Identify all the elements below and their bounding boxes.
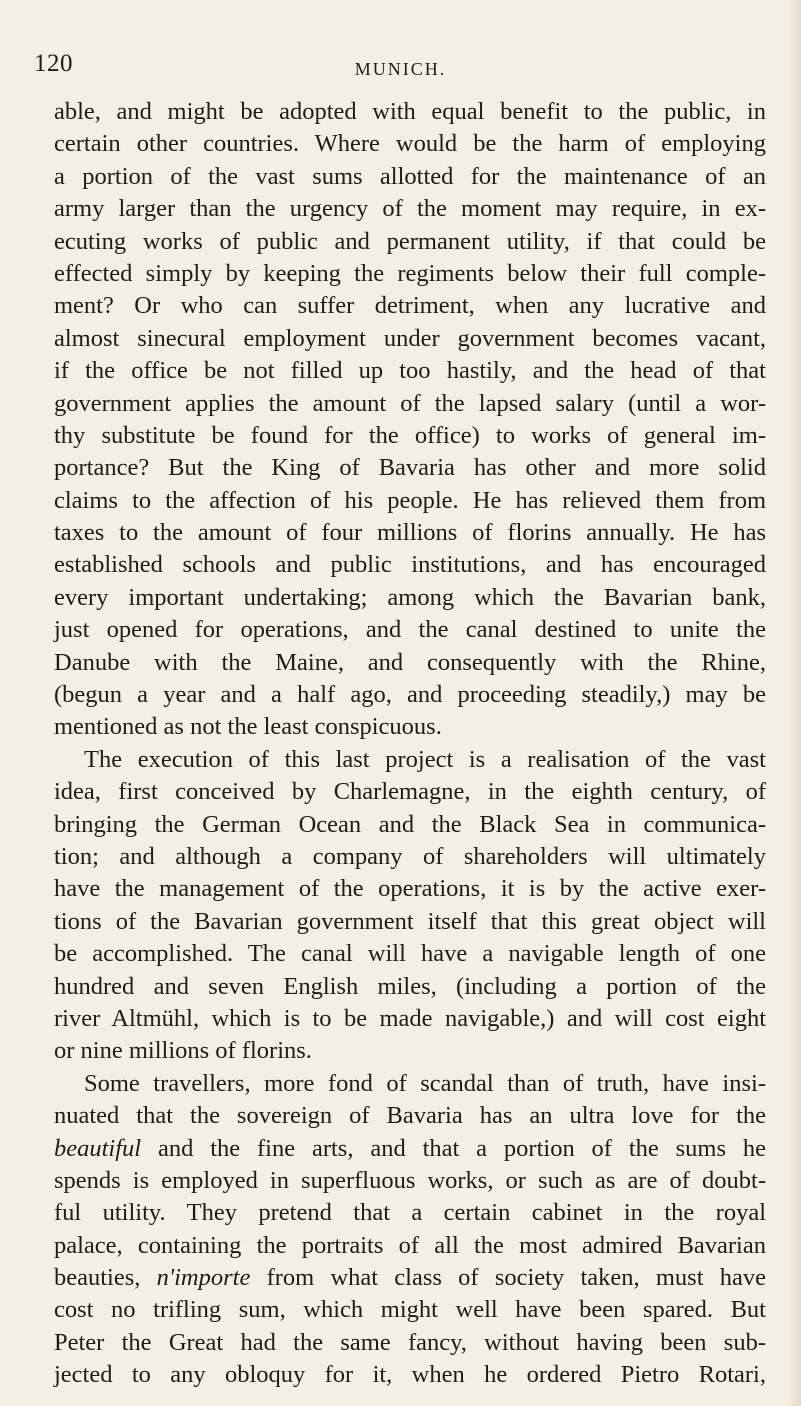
text-line: be accomplished. The canal will have a navigable length of one xyxy=(54,940,766,968)
text-line: cost no trifling sum, which might well have been spared. But xyxy=(54,1296,766,1324)
page-edge-shadow xyxy=(787,0,801,1406)
text-line: tions of the Bavarian government itself that this great object will xyxy=(54,907,766,935)
text-line: Danube with the Maine, and consequently with the Rhine, xyxy=(54,648,766,676)
text-line: Peter the Great had the same fancy, without having been sub- xyxy=(54,1328,766,1356)
text-line: government applies the amount of the lapsed salary (until a wor- xyxy=(54,389,766,417)
text-line: every important undertaking; among which the Bavarian bank, xyxy=(54,583,766,611)
text-line: jected to any obloquy for it, when he ordered Pietro Rotari, xyxy=(54,1361,766,1389)
body-text xyxy=(54,96,766,1392)
text-line: thy substitute be found for the office) to works of general im- xyxy=(54,421,766,449)
text-line: certain other countries. Where would be the harm of employing xyxy=(54,130,766,158)
running-head: MUNICH. xyxy=(354,59,447,79)
text-line: have the management of the operations, it is by the active exer- xyxy=(54,875,766,903)
text-line: established schools and public institutions, and has encouraged xyxy=(54,551,766,579)
text-line: or nine millions of florins. xyxy=(54,1037,312,1065)
text-line: almost sinecural employment under government becomes vacant, xyxy=(54,324,766,352)
italic-word: n'importe xyxy=(156,1264,251,1292)
text-line: mentioned as not the least conspicuous. xyxy=(54,713,442,741)
text-line: a portion of the vast sums allotted for the maintenance of an xyxy=(54,162,766,190)
text-line: nuated that the sovereign of Bavaria has an ultra love for the xyxy=(54,1102,766,1130)
page-number: 120 xyxy=(34,50,73,77)
paragraph xyxy=(54,96,766,744)
text-line: effected simply by keeping the regiments below their full comple- xyxy=(54,259,766,287)
text-line: hundred and seven English miles, (including a portion of the xyxy=(54,972,766,1000)
text-line: taxes to the amount of four millions of florins annually. He has xyxy=(54,519,766,547)
text-line: tion; and although a company of shareholders will ultimately xyxy=(54,842,766,870)
text-line: able, and might be adopted with equal benefit to the public, in xyxy=(54,98,766,125)
text-line: ecuting works of public and permanent utility, if that could be xyxy=(54,227,766,255)
paragraph xyxy=(54,1068,766,1392)
text-line: beautiful and the fine arts, and that a portion of the sums he xyxy=(54,1134,766,1162)
text-line: (begun a year and a half ago, and proceeding steadily,) may be xyxy=(54,681,766,709)
text-line: The execution of this last project is a realisation of the vast xyxy=(84,745,766,773)
text-line: palace, containing the portraits of all the most admired Bavarian xyxy=(54,1231,766,1259)
text-line: if the office be not filled up too hastily, and the head of that xyxy=(54,357,766,385)
text-line: claims to the affection of his people. He has relieved them from xyxy=(54,486,766,514)
text-line: Some travellers, more fond of scandal than of truth, have insi- xyxy=(84,1069,766,1097)
text-line: spends is employed in superfluous works, or such as are of doubt- xyxy=(54,1166,766,1194)
text-line: just opened for operations, and the canal destined to unite the xyxy=(54,616,766,644)
text-line: ful utility. They pretend that a certain cabinet in the royal xyxy=(54,1199,766,1227)
italic-word: beautiful xyxy=(54,1134,142,1162)
text-line: portance? But the King of Bavaria has other and more solid xyxy=(54,454,766,482)
text-line: army larger than the urgency of the moment may require, in ex- xyxy=(54,195,766,223)
text-line: river Altmühl, which is to be made navigable,) and will cost eight xyxy=(54,1004,766,1032)
text-line: bringing the German Ocean and the Black Sea in communica- xyxy=(54,810,766,838)
text-line: ment? Or who can suffer detriment, when any lucrative and xyxy=(54,292,766,320)
text-line: beauties, n'importe from what class of society taken, must have xyxy=(54,1264,766,1292)
paragraph xyxy=(54,744,766,1068)
text-line: idea, first conceived by Charlemagne, in the eighth century, of xyxy=(54,778,766,806)
